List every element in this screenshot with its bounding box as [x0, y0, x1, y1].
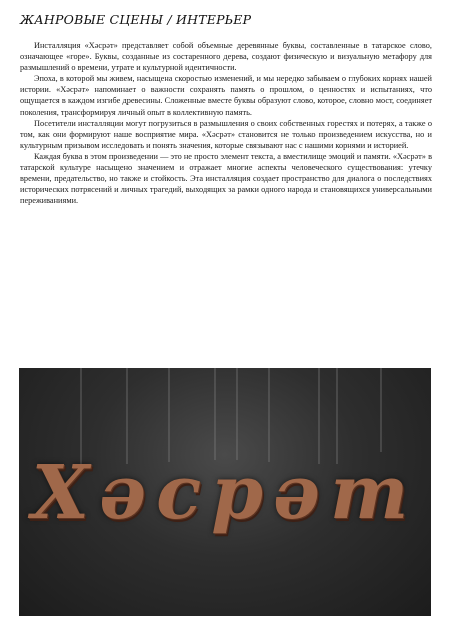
article-body [20, 40, 432, 206]
section-heading: ЖАНРОВЫЕ СЦЕНЫ / ИНТЕРЬЕР [20, 12, 252, 27]
paragraph-3: Посетители инсталляции могут погрузиться в размышления о своих собственных горестях и потерях, а также о том, как они формируют наше восприятие мира. «Хәсрәт» становится не только произведением искусства, но и культурным призывом исследовать и понять значения, которые связывают нас с нашими корнями и историей. [20, 118, 432, 150]
carved-wooden-word: Хәсрәт [31, 450, 419, 536]
paragraph-1: Инсталляция «Хәсрәт» представляет собой объемные деревянные буквы, составленные в татарское слово, означающее «горе». Буквы, созданные из состаренного дерева, создают физическую и визуальную метафору для размышлений о времени, утрате и культурной идентичности. [20, 41, 432, 73]
installation-photo [19, 368, 431, 616]
paragraph-4: Каждая буква в этом произведении — это не просто элемент текста, а вместилище эмоций и памяти. «Хәсрәт» в татарской культуре насыщено значением и отражает многие аспекты человеческого существования: утечку времени, предательство, но также и стойкость. Эта инсталляция создает пространство для диалога о последствиях исторических потрясений и личных трагедий, выходящих за рамки одного народа и становящихся универсальными переживаниями. [20, 151, 432, 206]
paragraph-2: Эпоха, в которой мы живем, насыщена скоростью изменений, и мы нередко забываем о глубоких корнях нашей истории. «Хәсрәт» напоминает о важности сохранять память о прошлом, о ценностях и испытаниях, что ощущается в каждом изгибе древесины. Сложенные вместе буквы образуют слово, которое, словно мост, соединяет поколения, трансформируя личный опыт в коллективную память. [20, 74, 432, 117]
